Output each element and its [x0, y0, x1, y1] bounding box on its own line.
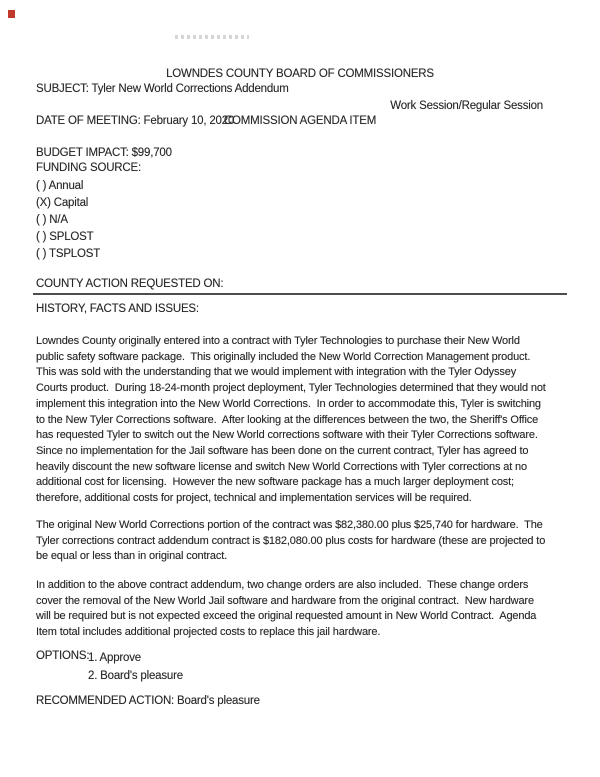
funding-option-capital-checked: (X) Capital	[36, 197, 89, 209]
document-title	[0, 36, 600, 160]
history-paragraph-2: The original New World Corrections portion of the contract was $82,380.00 plus $25,740 for hardware. The Tyler corrections contract addendum contract is $182,080.00 plus costs for hardware (these are projected to be equal or less than in original contract.	[36, 519, 546, 563]
title-line-agenda-item: COMMISSION AGENDA ITEM	[223, 114, 377, 127]
county-action-requested-label: COUNTY ACTION REQUESTED ON:	[36, 278, 224, 290]
recommended-action-line: RECOMMENDED ACTION: Board's pleasure	[36, 695, 260, 707]
funding-option-na: ( ) N/A	[36, 214, 68, 226]
options-list: 1. Approve 2. Board's pleasure	[88, 652, 183, 682]
funding-source-label: FUNDING SOURCE:	[36, 162, 141, 174]
red-annotation-mark	[8, 10, 15, 18]
meeting-date-line: DATE OF MEETING: February 10, 2020	[36, 115, 235, 127]
options-label: OPTIONS:	[36, 650, 90, 662]
funding-option-splost: ( ) SPLOST	[36, 231, 94, 243]
funding-option-tsplost: ( ) TSPLOST	[36, 248, 101, 260]
title-line-board: LOWNDES COUNTY BOARD OF COMMISSIONERS	[166, 68, 434, 80]
funding-option-annual: ( ) Annual	[36, 180, 84, 192]
history-paragraph-3: In addition to the above contract addendum, two change orders are also included. These change orders cover the removal of the New World Jail software and hardware from the original contract. New hardware will be required but is not expected exceed the original requested amount in New World Contract. Agenda Item total includes additional projected costs to replace this jail hardware.	[36, 579, 537, 639]
budget-impact-line: BUDGET IMPACT: $99,700	[36, 147, 172, 159]
history-paragraph-1: Lowndes County originally entered into a contract with Tyler Technologies to purchase their New World public safety software package. This originally included the New World Correction Management product. This was sold with the understanding that we would implement with integration with the Tyler Odyssey Courts product. During 18-24-month project deployment, Tyler Technologies determined that they would not implement this integration into the New World Corrections. In order to accommodate this, Tyler is switching to the New Tyler Corrections software. After looking at the differences between the two, the Sheriff's Office has requested Tyler to switch out the New World corrections software with their Tyler Corrections software. Since no implementation for the Jail software has been done on the current contract, Tyler has agreed to heavily discount the new software license and switch New World Corrections with Tyler corrections at no additional cost for licensing. However the new software package has a much larger deployment cost; therefore, additional costs for project, technical and implementation services will be required.	[36, 335, 546, 505]
subject-line: SUBJECT: Tyler New World Corrections Addendum	[36, 83, 289, 95]
history-facts-issues-label: HISTORY, FACTS AND ISSUES:	[36, 303, 199, 315]
horizontal-rule	[33, 293, 567, 295]
session-type-line: Work Session/Regular Session	[390, 100, 543, 112]
